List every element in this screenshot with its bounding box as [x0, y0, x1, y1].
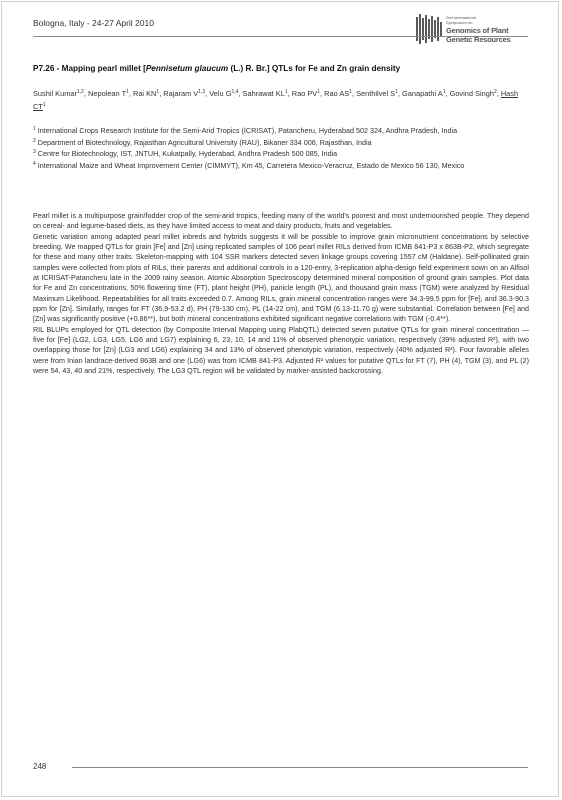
- author-name: Sushil Kumar: [33, 89, 77, 98]
- author-name: Rajaram V: [163, 89, 199, 98]
- affiliation-list: [33, 126, 529, 172]
- footer-rule: [72, 767, 528, 768]
- page-number: 248: [33, 762, 47, 771]
- running-header: Bologna, Italy - 24-27 April 2010: [33, 18, 154, 28]
- abstract-paragraph: Pearl millet is a multipurpose grain/fodder crop of the semi-arid tropics, feeding many of the world's poorest and most undernourished people. They depend on cereal- and legume-based diets, as they have limited access to meat and dairy products, fruits and vegetables.: [33, 212, 529, 231]
- author-affiliation-mark: 1: [42, 101, 46, 108]
- author: [450, 89, 497, 98]
- author: [356, 89, 398, 98]
- abstract-paragraph: RIL BLUPs employed for QTL detection (by Composite Interval Mapping using PlabQTL) detected seven putative QTLs for grain mineral concentration — five for [Fe] (LG2, LG3, LG5, LG6 and LG7) explaining 6, 23, 10, 14 and 11% of observed phenotypic variation, respectively (39% adjusted R²), with two overlapping those for [Zn] (LG3 and LG6) explaining 34 and 13% of observed phenotypic variation, respectively (40% adjusted R²). Four favorable alleles were from Inian landrace-derived 863B and one (LG6) was from ICMB 841-P3. Adjusted R² values for putative QTLs for FT (7), PH (4), TGM (3), and PL (2) were 54, 43, 40 and 21%, respectively. The LG3 QTL region will be validated by marker-assisted backcrossing.: [33, 325, 529, 376]
- title-prefix: P7.26 - Mapping pearl millet [: [33, 64, 146, 73]
- author: [88, 89, 129, 98]
- affiliation: [33, 138, 529, 149]
- affiliation-number: 1: [33, 126, 36, 132]
- title-suffix: (L.) R. Br.] QTLs for Fe and Zn grain density: [228, 64, 401, 73]
- author: [402, 89, 445, 98]
- author: [133, 89, 159, 98]
- logo-line-4: Genetic Resources: [446, 35, 511, 44]
- author-name: Velu G: [209, 89, 232, 98]
- columns-emblem-icon: [416, 14, 444, 44]
- author: [292, 89, 320, 98]
- author: [243, 89, 288, 98]
- author: [324, 89, 352, 98]
- author-affiliation-mark: 1: [317, 89, 321, 95]
- author-name: Ganapathi A: [402, 89, 443, 98]
- logo-line-3: Genomics of Plant: [446, 26, 509, 35]
- author-affiliation-mark: 2: [493, 89, 497, 95]
- author-name: Govind Singh: [449, 89, 494, 98]
- affiliation: [33, 161, 529, 172]
- affiliation: [33, 126, 529, 137]
- page-border: [1, 1, 559, 797]
- author-affiliation-mark: 1: [442, 89, 446, 95]
- affiliation-text: Centre for Biotechnology, IST, JNTUH, Kukatpally, Hyderabad, Andhra Pradesh 500 085, India: [37, 149, 338, 158]
- author-name: Nepolean T: [88, 89, 127, 98]
- symposium-logo: [416, 14, 531, 54]
- affiliation-number: 2: [33, 137, 36, 144]
- author-affiliation-mark: 1: [126, 89, 129, 95]
- paper-title: [33, 64, 529, 73]
- author-affiliation-mark: 1,4: [231, 89, 239, 95]
- author-name: Hash CT: [33, 89, 519, 111]
- affiliation-text: International Maize and Wheat Improvement Center (CIMMYT), Km 45, Carretera Mexico-Veracruz, Estado de Mexico 56 130, Mexico: [37, 160, 465, 170]
- logo-line-1: 2nd International: [446, 15, 476, 20]
- author-name: Rao AS: [324, 89, 350, 98]
- logo-line-2: Symposium on: [446, 20, 473, 25]
- abstract-paragraph: Genetic variation among adapted pearl millet inbreds and hybrids suggests it will be possible to improve grain micronutrient concentrations by selective breeding. We mapped QTLs for grain [Fe] and [Zn] using replicated samples of 106 pearl millet RILs derived from ICMB 841-P3 x 863B-P2, which segregate for these and many other traits. Skeleton-mapping with 104 SSR markers detected seven linkage groups covering 1557 cM (Haldane). Self-pollinated grain samples were collected from plots of RILs, their parents and additional controls in a 120-entry, 3-replication alpha-design field experiment sown on an Alfisol at ICRISAT-Patancheru late in the 2009 rainy season. Atomic Absorption Spectroscopy determined mineral composition of ground grain samples. Plot data for Fe and Zn concentrations, 50% flowering time (FT), plant height (PH), panicle length (PL), and thousand grain mass (TGM) were analyzed by Residual Maximum Likelihood. Repeatabilities for all traits exceeded 0.7. Among RILs, grain mineral concentration ranges were 34.3-99.5 ppm for [Fe], and 36.3-90.3 ppm for [Zn]. Similarly, ranges for FT (36.9-53.2 d), PH (79-130 cm), PL (14-22 cm), and TGM (6.13-11.70 g) were substantial. Correlation between [Fe] and [Zn] was significantly positive (+0.86**), but both mineral concentrations exhibited significant negative correlations with TGM (-0.4**).: [33, 232, 529, 324]
- author-name: Senthilvel S: [356, 89, 396, 98]
- author-affiliation-mark: 1: [156, 89, 160, 95]
- abstract-body: [33, 211, 529, 377]
- affiliation-text: International Crops Research Institute for the Semi-Arid Tropics (ICRISAT), Patancheru, Hyderabad 502 324, Andhra Pradesh, India: [37, 126, 458, 135]
- header-rule: [33, 36, 528, 37]
- affiliation: [33, 149, 529, 160]
- title-species: Pennisetum glaucum: [145, 64, 229, 73]
- author-affiliation-mark: 1: [349, 89, 352, 95]
- author-name: Rai KN: [132, 89, 157, 98]
- affiliation-text: Department of Biotechnology, Rajasthan Agricultural University (RAU), Bikaner 334 006, Rajasthan, India: [37, 137, 372, 147]
- author: [163, 89, 205, 98]
- author: [33, 89, 84, 98]
- author-affiliation-mark: 1,3: [198, 89, 206, 95]
- affiliation-number: 3: [33, 149, 36, 155]
- affiliation-number: 4: [33, 160, 36, 167]
- author: [209, 89, 238, 98]
- author-affiliation-mark: 1: [395, 89, 398, 95]
- author-name: Rao PV: [291, 89, 318, 98]
- author-affiliation-mark: 1: [284, 89, 288, 95]
- author-affiliation-mark: 1,2: [76, 89, 84, 95]
- author-list: Sushil Kumar$^{1,2}$, Nepolean $T^1$, Rai $KN^1$, Rajaram V$^{1,3}$, Velu G$^{1,4}$, Sahrawat $KL^1$, Rao $PV^1$, Rao $AS^1$, Senthilvel $S^1$, Ganapathi $A^1$, Govind Singh$^2$, Hash $CT^1$: [33, 89, 519, 111]
- author-name: Sahrawat KL: [242, 89, 285, 98]
